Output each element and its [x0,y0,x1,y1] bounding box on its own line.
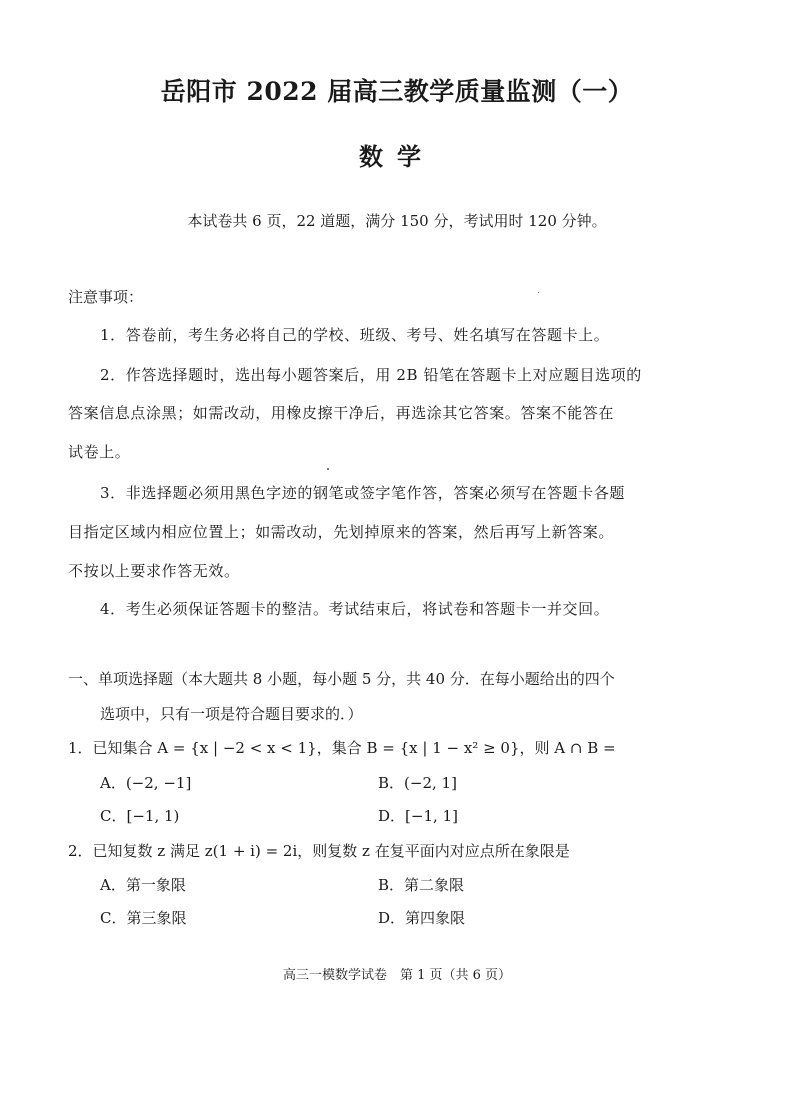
note-item-4: 4．考生必须保证答题卡的整洁。考试结束后，将试卷和答题卡一并交回。 [100,600,610,618]
scan-speck [538,292,539,293]
question-2-option-d: D．第四象限 [378,909,466,927]
question-1-option-d: D．[−1, 1] [378,807,458,825]
section-1-header-line-2: 选项中，只有一项是符合题目要求的．） [100,705,363,723]
note-item-2-line-3: 试卷上。 [68,443,131,461]
notes-heading: 注意事项： [68,288,144,306]
question-2-option-a: A．第一象限 [100,876,186,894]
question-1-option-c: C．[−1, 1) [100,807,180,825]
question-2-option-b: B．第二象限 [378,876,465,894]
page-footer: 高三一模数学试卷 第 1 页（共 6 页） [282,968,512,983]
page-title: 岳阳市 2022 届高三教学质量监测（一） [160,77,634,106]
question-2-stem: 2．已知复数 z 满足 z(1 + i) = 2i，则复数 z 在复平面内对应点所在象限是 [68,842,570,860]
note-item-3-line-3: 不按以上要求作答无效。 [68,562,240,580]
subject-title: 数学 [359,142,435,171]
question-1-stem: 1．已知集合 A = {x | −2 < x < 1}，集合 B = {x | 1 − x² ≥ 0}，则 A ∩ B = [68,739,616,757]
exam-intro: 本试卷共 6 页，22 道题，满分 150 分，考试用时 120 分钟。 [187,212,607,230]
scan-speck [327,468,329,470]
question-1-option-a: A．(−2, −1] [100,774,192,792]
note-item-2-line-2: 答案信息点涂黑；如需改动，用橡皮擦干净后，再选涂其它答案。答案不能答在 [68,404,615,422]
note-item-3-line-1: 3．非选择题必须用黑色字迹的钢笔或签字笔作答，答案必须写在答题卡各题 [100,484,625,502]
note-item-2-line-1: 2．作答选择题时，选出每小题答案后，用 2B 铅笔在答题卡上对应题目选项的 [100,366,642,384]
note-item-1: 1．答卷前，考生务必将自己的学校、班级、考号、姓名填写在答题卡上。 [100,326,610,344]
note-item-3-line-2: 目指定区域内相应位置上；如需改动，先划掉原来的答案，然后再写上新答案。 [68,523,615,541]
section-1-header-line-1: 一、单项选择题（本大题共 8 小题，每小题 5 分，共 40 分．在每小题给出的四个 [68,670,615,688]
question-1-option-b: B．(−2, 1] [378,774,457,792]
question-2-option-c: C．第三象限 [100,909,187,927]
